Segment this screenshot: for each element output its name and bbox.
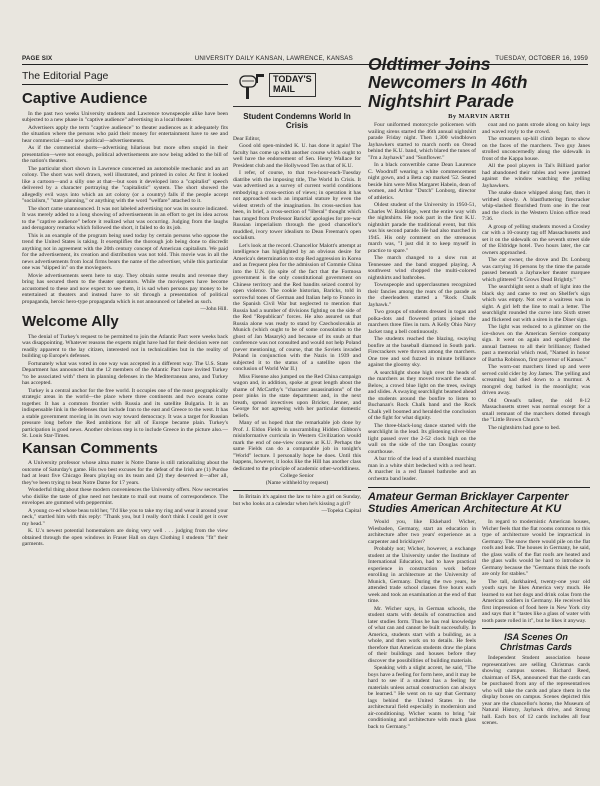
article-paragraph: A searchlight shone high over the heads of the marchers as they moved toward the stand. Below, a crowd blue light on the trees, swings and slides. A swaying searchlight beamed ahead the students around the bonfire to listen to Buchanan's Rock Chalk band and the Rock Chalk yell boomed and heralded the conclusion of the fight for what dignity.	[368, 369, 476, 422]
article-paragraph: Fortunately what was voted in one way was accepted in a different way. The U.S. State Department has announced that the 12 members of the Atlantic Pact have invited Turkey "to be associated with" them in planning defenses in the Mediterranean area, and Turkey has accepted.	[22, 360, 228, 386]
kansan-comments-article	[22, 460, 228, 548]
todays-mail-logo	[237, 68, 361, 102]
article-paragraph: The light was reduced to a glimmer on the ice-shows on the American Service company sign. It went on again and spotlighted the annual fastness to all their brilliance; flashed past a memorial which read, "Named in honor of Bartha Robinson, first governor of Kansas."	[482, 324, 590, 363]
issue-date: TUESDAY, OCTOBER 16, 1959	[495, 54, 588, 62]
article-paragraph: The tall, darkhaired, twenty-one year old youth says he likes America very much. He learned to eat hot dogs and drink colas from the American soldiers in Germany. He received his first impression of food here in New York city and says that it "tastes like a glass of water with tooth paste rolled in it", but he likes it anyway.	[482, 578, 590, 624]
amateur-headline: Amateur German Bricklayer Carpenter Studies American Architecture At KU	[368, 487, 590, 515]
article-paragraph: As if the commercial shorts—advertising hilarious but more often stupid in their presentation—were not enough, political advertisements are now being added to the bill of the nation's theaters.	[22, 145, 228, 165]
letter-paragraph: Miss Fisenne also jumped on the Red China campaign wagon and, in addition, spoke at great length about the shame of McCarthy's "character assassinations" of the poor pinks in the state department and, in the next breath, spread invectives upon Bricker, Jenner, and George for not agreeing with her particular domestic beliefs.	[233, 373, 361, 419]
kansan-comments-headline: Kansan Comments	[22, 439, 158, 457]
article-paragraph: A young co-ed whose beau told her, "I'd like you to take my ring and wear it around your neck," startled him with this reply: "Thank you, but I really don't think I could get it over my head."	[22, 507, 228, 527]
article-paragraph: Movie advertisements seem here to stay. They obtain some results and revenue they bring has secured them to the theater operators. While the moviegoers have become accustomed to these and now expect to see them, it is sad when persons pay money to be entertained at theaters and instead have to sit through a presentation of political propaganda, heroic hero-type propaganda which is not announced or labeled as such.	[22, 272, 228, 305]
article-paragraph: The worn-out marchers lined up and were served cold cider by Joy James. The yelling and screaming had died down to a murmur. A mongrel dog barked in the moonlight; was driven away.	[482, 364, 590, 397]
letter-paragraph: Good old open-minded K. U. has done it again! The faculty has come up with another course which ought to well have the endorsement of Sen. Henry Wallace for President club and the Hollywood Ten as that of K.U.	[233, 143, 361, 169]
letter-salutation: Dear Editor,	[233, 135, 261, 142]
oldtimer-left-column	[368, 122, 476, 483]
article-paragraph: The nightshirts had gone to bed.	[488, 424, 561, 431]
oldtimer-right-column	[482, 122, 590, 483]
xmas-cards-headline: ISA Scenes On Christmas Cards	[499, 632, 573, 652]
oldtimer-article	[368, 122, 590, 483]
oldtimer-headline: Oldtimer Joins Newcomers In 46th Nightshirt Parade	[368, 54, 528, 111]
filler-signature: —Topeka Capital	[321, 508, 361, 515]
amateur-right-column	[482, 519, 590, 731]
news-column	[368, 53, 590, 784]
article-paragraph: In the past two weeks University students and Lawrence townspeople alike have been subjected to a new phase in "captive audience" advertising in a local theater.	[22, 110, 228, 124]
todays-mail-label	[269, 73, 316, 97]
article-paragraph: Four uniformed motorcycle policemen with wailing sirens started the 46th annual nightshirt parade Friday night. Then 1,300 windblown Jayhawkers started to march north on Oread behind the K.U. band, which blared the tunes of "I'm a Jayhawk" and "Sunflower."	[368, 122, 476, 161]
letter-paragraph: Many of us hoped that the remarkable job done by Prof. J. Eldon Fields in unscrambling Hidden Gibbon's misinformative curricula in Western Civilization would mark the end of one-view courses at K.U. Perhaps the same Fields can do a comparable job in tonight's "World" lecture. I personally hope he does. Until this happens, however, it looks like the Hill has another class dedicated to the principle of academic other-worldliness.	[233, 420, 361, 472]
article-paragraph: The car owner, the drove and Dr. Lonborg was carrying 16 persons by the time the parade passed beneath a Jayhawker theater marquee which glittered "It Grows Dead Brightly."	[482, 257, 590, 283]
letter-signature: College Senior	[280, 473, 314, 480]
divider	[233, 106, 361, 107]
article-paragraph: In regard to modernistic American houses, Wicher feels that the flat rooms common to this type of architecture would be impractical in Germany. The snow there would pile on the flat roofs and leak. The houses in Germany, he said, the glass walls of the flat roofs are heated and the glass walls would be hard to introduce in Germany because the "Germans think the roofs are only for stables."	[482, 519, 590, 578]
article-paragraph: A University professor whose alma mater is Notre Dame is still rationalizing about the outcome of Saturday's game. His two best excuses for the defeat of the Irish are (1) Purdue had at least five Chicago Bears playing on its team and (2) they deserved it—after all, they've been trying to beat Notre Dame for 17 years.	[22, 460, 228, 486]
filler-paragraph: In Britain it's against the law to hire a girl on Sunday, but who looks at a calendar when he's kissing a girl?	[233, 494, 361, 507]
article-paragraph: coat and no pants strode along on hairy legs and waved royly to the crowd.	[482, 122, 590, 135]
todays-mail-label-line2: MAIL	[273, 84, 295, 94]
article-paragraph: Independent Student association house representatives are selling Christmas cards showing campus scenes. Richard Reed, chairman of ISA, announced that the cards can be purchased from any of the representatives who will take the cards and place them in the display boxes on campus. Scenes depicted this year are the chancellor's home, the Museum of Natural History, Jayhawk drive, and Strong hall. Each box of 12 cards includes all four scenes.	[482, 655, 590, 727]
article-paragraph: A group of yelling students moved a Crosley car with a 10-county tag off Massachusetts and set it on the sidewalk on the seventh street side of the Eldridge hotel. Two hours later, the car owners approached.	[482, 223, 590, 256]
article-paragraph: A bar trio of the lead of a stumbled marching man in a white shirt bedecked with a red heart. A marcher in a red flannel bathrobe and an orchestra band leader.	[368, 456, 476, 482]
article-paragraph: Would you, like Ekkehard Wicher, Wiesbaden, Germany, start an education in architecture after two years' experience as a carpenter and bricklayer?	[368, 519, 476, 545]
article-paragraph: Advertisers apply the term "captive audience" to theater audiences as it adequately fits the situation where the persons who paid their money for entertainment have to see and hear commercial—and now political—advertisements.	[22, 124, 228, 144]
article-paragraph: This is an example of the program being used today by certain persons who oppose the trend the United States is taking. It exemplifies the thorough job being done to discredit anything not in agreement with the 20th century concept of American capitalism. We paid for the advertisement, its creation and distribution was not told. This movie was in all the news advertisements from local firms bears the name of the advertiser, while this particular one was "slipped in" on the moviegoers.	[22, 232, 228, 272]
amateur-left-column	[368, 519, 476, 731]
article-paragraph: Old Oread's tallest, the old 8-12 Massachusetts street was normal except for a small remnant of the marchers dotted through the "Little Brown Church."	[482, 397, 590, 424]
welcome-ally-headline: Welcome Ally	[22, 312, 119, 330]
editorial-column	[22, 68, 228, 784]
divider	[233, 490, 361, 491]
letter-note: (Name withheld by request)	[265, 479, 329, 486]
article-paragraph: Wonderful thing about these modern conveniences the University offers. Now secretaries who dislike the taste of glue need not hesitate to mail out reams of correspondence. The envelopes are gummed with peppermint.	[22, 487, 228, 507]
article-paragraph: All the pool players in Tai's Billiard parlor had abandoned their tables and were jammed against the window watching the yelling Jayhawkers.	[482, 163, 590, 189]
article-paragraph: Speaking with a slight accent, he said, "The boys have a feeling for form here, and it may be hard to see if a student has a feeling for materials unless actual construction can always be learned." He went on to say that Germany lags behind the United States in the architectural field especially in modernism and air-conditioning. Wicher wants to bring "air conditioning and architecture with much glass back to Germany."	[368, 665, 476, 730]
welcome-ally-article	[22, 334, 228, 440]
article-paragraph: The particular short shown in Lawrence concerned an automobile mechanic and an art colony. The short was well drawn, well illustrated, and printed in color. At first it looked like a cartoon—and a silly one at that—but soon it developed into a "capitalist" speech delivered by a character portraying the "capitalistic" system. The short showed the allegedly evil ways into which an art colony (or a country) falls if the people accept "socialism," "state planning," or anything with the word "welfare" attached to it.	[22, 165, 228, 205]
article-paragraph: Mr. Wicher says, in German schools, the student starts with details of construction and later studies form. Thus he has real knowledge of what can and cannot be built successfully. In America, students start with a building, as a whole, and then work on to details. He feels therefore that American students draw the plans of their buildings and houses before they discover the possibilities of building materials.	[368, 605, 476, 664]
page-number: PAGE SIX	[22, 54, 53, 62]
letter-headline: Student Condemns World In Crisis	[243, 112, 351, 130]
article-paragraph: In a black convertible came Dean Laurence C. Woodruff wearing a white commencement night gown, and a Beta cap marked '52. Seated beside him were Miss Margaret Habein, dean of women, and Arthur "Dutch" Lonborg, director of athletics.	[368, 162, 476, 201]
captive-audience-article	[22, 111, 228, 313]
amateur-article	[368, 519, 590, 731]
article-paragraph: The searchlight sent a shaft of light into the black sky and came to rest on Shelfer's sign which was empty. Not over a waitress was in sight. A girl left the line to mail a letter. The searchlight rounded the curve into Sixth street and flickered out with a siren in the Diner sign.	[482, 284, 590, 323]
editorial-section-title: The Editorial Page	[22, 70, 228, 85]
article-paragraph: The short came unannounced. It was not labeled advertising nor was its source indicated. It was merely added to a long showing of advertisements in an effort to get its idea across to the "captive audience" before it realized what was occurring. Judging from the laughs and derogatory remarks which followed the short, it failed to do its job.	[22, 205, 228, 232]
article-paragraph: The three-black-long dance started with the searchlight in the lead. Its glistening silver-blue light passed over the 2-52 clock high on the wall on the side of the tan Douglas county courthouse.	[368, 422, 476, 455]
article-paragraph: Townspeople and upperclassmen recognized their fancies among the rears of the parade as the cheerleaders started a "Rock Chalk Jayhawk."	[368, 282, 476, 308]
oldtimer-byline: By MARVIN ARTH	[448, 113, 510, 121]
article-signature: —John Hill.	[200, 306, 228, 313]
captive-audience-headline: Captive Audience	[22, 90, 148, 107]
mail-column	[233, 68, 361, 784]
todays-mail-label-line1: TODAY'S	[273, 74, 312, 85]
letter-paragraph: I refer, of course, to that two-hour-each-Tuesday diatribe with the imposing title, The World In Crisis. It was advertised as a survey of current world conditions embodying a cross-section of views; in operation it has not approached such an impartial stature by even the widest stretch of the imagination. Its cross-section has been, in brief, a cross-section of "liberal" thought which has ranged from Professor Baricks' apologies for pre-war Russian imperialism through the good chancellor's muddled, ivory tower idealism to Dean Freeman's open socialism.	[233, 170, 361, 242]
divider	[482, 628, 590, 629]
mailbox-icon	[237, 70, 265, 100]
article-paragraph: Two groups of students dressed in togas and polka-dots and flowered prints joined the marchers three files in turn. A Kelly Ohio Navy Jacket rang a bell continuously.	[368, 309, 476, 335]
article-paragraph: Probably not; Wicher, however, a exchange student at the University under the Institute of International Education, had to have practical experience in construction work before enrolling in architecture at the University of Munich, Germany. During the two years, he attended trade school classes five hours each week and took an examination at the end of that time.	[368, 546, 476, 605]
article-paragraph: The snake dance whipped along fast, then it writhed slowly. A blastfluttering firecracker whip-slashed flourished from one in the rear and the clock in the Western Union office read 7:36.	[482, 190, 590, 223]
article-paragraph: K. U.'s newest potential homemakers are doing very well . . . judging from the view obtained through the open windows in Fraser Hall on days Clothing I students "fit" their garments.	[22, 528, 228, 548]
article-paragraph: The students reached the blazing, swaying bonfire at the baseball diamond in South park. Firecrackers were thrown among the marchers. One tree and sod fuzzed in minute brilliance against the gloomy sky.	[368, 336, 476, 369]
letter-paragraph: Let's look at the record. Chancellor Malott's attempt at intelligence has highlighted by an obvious desire for America's determination to stop Red aggression in Korea and as frequent plea for the admission of Commie China into the U.N. (in spite of the fact that the Formosa government is the only constitutional government on Chinese territory and the Red bandits seized control by open violence. The cookie historian, Baricks, told in sorrowful tones of German and Italian help to Franco in the Spanish Civil War but neglected to mention that Russia had a number of divisions fighting on the side of the Red "Republican" forces. He also assured us that Russia alone was ready to stand by Czechoslovakia at Munich (which ought to be of some consolation to the ghost of Jan Masaryk) and because of its snub at that conference was not consulted and would not help Poland (never mentioning, of course, that the Soviets invaded Poland in conjunction with the Nazis in 1939 and subjected it to the status of a satellite upon the conclusion of World War II.)	[233, 242, 361, 373]
article-paragraph: Turkey is a central anchor for the free world. It occupies one of the most geographically strategic areas in the world—the place where three continents and two oceans come together. It has a common frontier with Russia and its satellite Bulgaria. It is an indispensable link in the defenses that include Iran to the east and Greece to the west. It has a stable government moving in its own way toward democracy. It was a target for Russian pressure long before the Red ambitions for all of Europe became plain. Turkey's participation is good news. Another obvious step is to include Greece in the picture also.—St. Louis Star-Times.	[22, 387, 228, 439]
paper-name: UNIVERSITY DAILY KANSAN, LAWRENCE, KANSAS	[194, 54, 353, 62]
article-paragraph: Oldest student of the University in 1950-51, Charles W. Baldridge, went the entire way with the nightshirts. He took part in the first K.U. nightshirt parade the traditional event, but this was his second parade. He had also marched in 1945. His only comment on the strenuous march was, "I just did it to keep myself in practice to spare."	[368, 202, 476, 254]
article-paragraph: The streamers up-hill climb began to show on the faces of the marchers. Two guy Janes strolled unconcernedly along the sidewalk in front of the Kappa house.	[482, 136, 590, 162]
article-paragraph: The march changed to a slow run at Tennessee and the band stopped playing. A southwest wind chopped the multi-colored nightshirts and bathrobes.	[368, 255, 476, 281]
article-paragraph: The denial of Turkey's request to be permitted to join the Atlantic Pact were weeks back was disappointing. Whatever reasons the experts might have had for their decision were not readily apparent to the lay citizen, interested not in technicalities but in the reality of building up Europe's defenses.	[22, 333, 228, 359]
